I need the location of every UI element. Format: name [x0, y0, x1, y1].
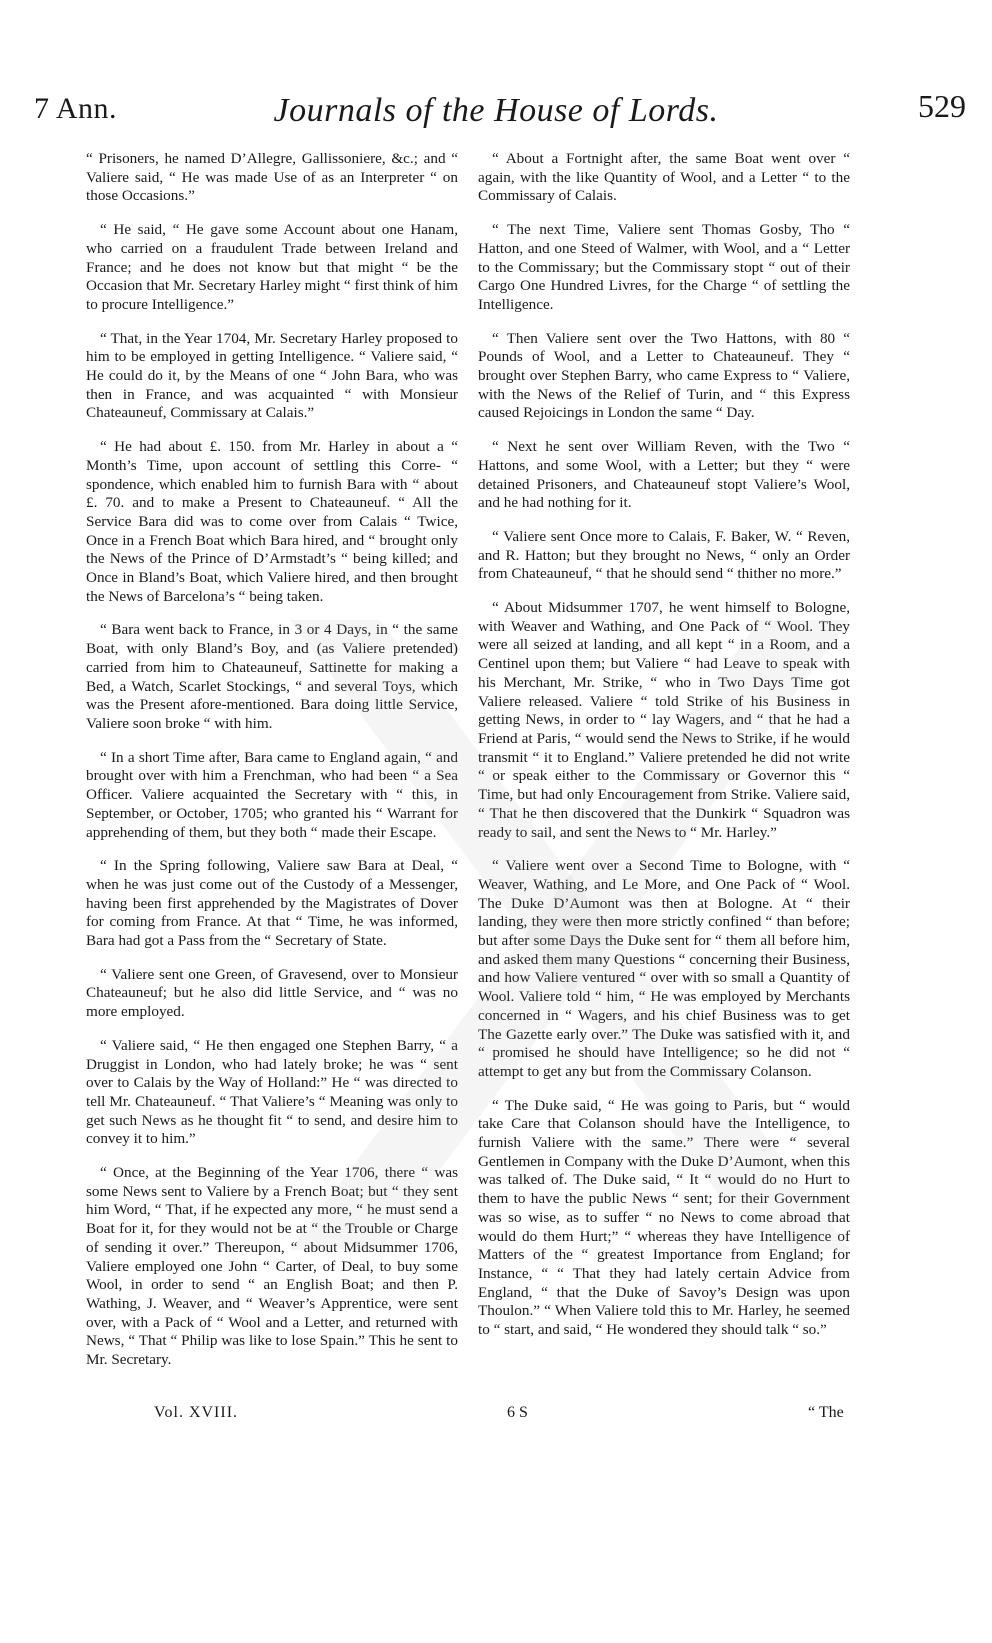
running-head-year: 7 Ann.	[34, 92, 118, 125]
volume-number: Vol. XVIII.	[154, 1404, 239, 1421]
paragraph: “ About Midsummer 1707, he went himself to Bologne, with Weaver and Wathing, and One Pack of “ Wool. They were all seized at landing, and all kept “ in a Room, and a Centinel upon them; but Valiere “ had Leave to speak with his Merchant, Mr. Strike, “ who in Two Days Time got Valiere released. Valiere “ told Strike of his Business in getting News, in order to “ lay Wagers, and “ that he had a Friend at Paris, “ would send the News to Strike, if he would transmit “ it to England.” Valiere pretended he did not write “ or speak either to the Commissary or Governor this “ Time, but had only Encouragement from Strike. Valiere said, “ That he then discovered that the Dunkirk “ Squadron was ready to sail, and sent the News to “ Mr. Harley.”	[478, 599, 850, 841]
paragraph: “ About a Fortnight after, the same Boat went over “ again, with the like Quantity of Wool, and a Letter “ to the Commissary of Calais.	[478, 150, 850, 205]
left-column	[86, 150, 458, 1385]
paragraph: “ He said, “ He gave some Account about one Hanam, who carried on a fraudulent Trade between Ireland and France; and he does not know but that might “ be the Occasion that Mr. Secretary Harley might “ first think of him to procure Intelligence.”	[86, 221, 458, 313]
paragraph: “ The Duke said, “ He was going to Paris, but “ would take Care that Colanson should have the Intelligence, to furnish Valiere with the same.” There were “ several Gentlemen in Company with the Duke D’Aumont, when this was talked of. The Duke said, “ It “ would do no Hurt to them to have the public News “ sent; for their Government was so wise, as to suffer “ no News to come abroad that would do them Hurt;” “ whereas they have Intelligence of Matters of the “ greatest Importance from England; for Instance, “ “ That they had lately certain Advice from England, “ that the Duke of Savoy’s Design was upon Thoulon.” “ When Valiere told this to Mr. Harley, he seemed to “ start, and said, “ He wondered they should talk “ so.”	[478, 1096, 850, 1339]
paragraph: “ Then Valiere sent over the Two Hattons, with 80 “ Pounds of Wool, and a Letter to Chateauneuf. They “ brought over Stephen Barry, who came Express to “ Valiere, with the News of the Relief of Turin, and “ this Express caused Rejoicings in London the same “ Day.	[478, 329, 850, 422]
page-number: 529	[918, 88, 966, 124]
right-column	[478, 150, 850, 1355]
signature-mark: 6 S	[507, 1404, 528, 1421]
paragraph: “ Once, at the Beginning of the Year 1706, there “ was some News sent to Valiere by a French Boat; but “ they sent him Word, “ That, if he expected any more, “ he must send a Boat for it, for they would not be at “ the Trouble or Charge of sending it over.” Thereupon, “ about Midsummer 1706, Valiere employed one John “ Carter, of Deal, to buy some Wool, in order to send “ an English Boat; and then P. Wathing, J. Weaver, and “ Weaver’s Apprentice, were sent over, with a Pack of “ Wool and a Letter, and returned with News, “ That “ Philip was like to lose Spain.” This he sent to Mr. Secretary.	[86, 1164, 458, 1369]
page-header	[0, 88, 992, 142]
paragraph: “ Valiere said, “ He then engaged one Stephen Barry, “ a Druggist in London, who had lately broke; he was “ sent over to Calais by the Way of Holland:” He “ was directed to tell Mr. Chateauneuf. “ That Valiere’s “ Meaning was only to get such News as he thought fit “ to send, and desire him to convey it to him.”	[86, 1036, 458, 1148]
paragraph: “ Valiere sent one Green, of Gravesend, over to Monsieur Chateauneuf; but he also did little Service, and “ was no more employed.	[86, 965, 458, 1021]
paragraph: “ He had about £. 150. from Mr. Harley in about a “ Month’s Time, upon account of settling this Corre- “ spondence, which enabled him to furnish Bara with “ about £. 70. and to make a Present to Chateauneuf. “ All the Service Bara did was to come over from Calais “ Twice, Once in a French Boat which Bara hired, and “ brought only the News of the Prince of D’Armstadt’s “ being killed; and Once in Bland’s Boat, which Valiere hired, and then brought the News of Barcelona’s “ being taken.	[86, 438, 458, 605]
paragraph: “ In a short Time after, Bara came to England again, “ and brought over with him a Frenchman, who had been “ a Sea Officer. Valiere acquainted the Secretary with “ this, in September, or October, 1705; who granted his “ Warrant for apprehending of them, but they both “ made their Escape.	[86, 748, 458, 841]
running-head-title: Journals of the House of Lords.	[273, 92, 719, 129]
paragraph: “ Prisoners, he named D’Allegre, Gallissoniere, &c.; and “ Valiere said, “ He was made Use of as an Interpreter “ on those Occasions.”	[86, 150, 458, 205]
paragraph: “ Bara went back to France, in 3 or 4 Days, in “ the same Boat, with only Bland’s Boy, and (as Valiere pretended) carried from him to Chateauneuf, Sattinette for making a Bed, a Watch, Scarlet Stockings, “ and several Toys, which was the Present afore-mentioned. Bara doing little Service, Valiere soon broke “ with him.	[86, 621, 458, 732]
paragraph: “ The next Time, Valiere sent Thomas Gosby, Tho “ Hatton, and one Steed of Walmer, with Wool, and a “ Letter to the Commissary; but the Commissary stopt “ out of their Cargo One Hundred Livres, for the Charge “ of settling the Intelligence.	[478, 221, 850, 313]
paragraph: “ Next he sent over William Reven, with the Two “ Hattons, and some Wool, with a Letter; but they “ were detained Prisoners, and Chateauneuf stopt Valiere’s Wool, and he had nothing for it.	[478, 438, 850, 512]
paragraph: “ Valiere sent Once more to Calais, F. Baker, W. “ Reven, and R. Hatton; but they brought no News, “ only an Order from Chateauneuf, “ that he should send “ thither no more.”	[478, 527, 850, 583]
catchword: “ The	[808, 1404, 844, 1421]
page-footer	[0, 1404, 992, 1434]
paragraph: “ Valiere went over a Second Time to Bologne, with “ Weaver, Wathing, and Le More, and One Pack of “ Wool. The Duke D’Aumont was then at Bologne. At “ their landing, they were then more strictly confined “ than before; but after some Days the Duke sent for “ them all before him, and asked them many Questions “ concerning their Business, and how Valiere ventured “ over with so small a Quantity of Wool. Valiere told “ him, “ He was employed by Merchants concerned in “ Wagers, and his chief Business was to get The Gazette early over.” The Duke was satisfied with it, and “ promised he should have Intelligence; so he did not “ attempt to get any but from the Commissary Colanson.	[478, 857, 850, 1080]
paragraph: “ In the Spring following, Valiere saw Bara at Deal, “ when he was just come out of the Custody of a Messenger, having been first apprehended by the Magistrates of Dover for coming from France. At that “ Time, he was informed, Bara had got a Pass from the “ Secretary of State.	[86, 857, 458, 950]
paragraph: “ That, in the Year 1704, Mr. Secretary Harley proposed to him to be employed in getting Intelligence. “ Valiere said, “ He could do it, by the Means of one “ John Bara, who was then in France, and was acquainted “ with Monsieur Chateauneuf, Commissary at Calais.”	[86, 329, 458, 422]
